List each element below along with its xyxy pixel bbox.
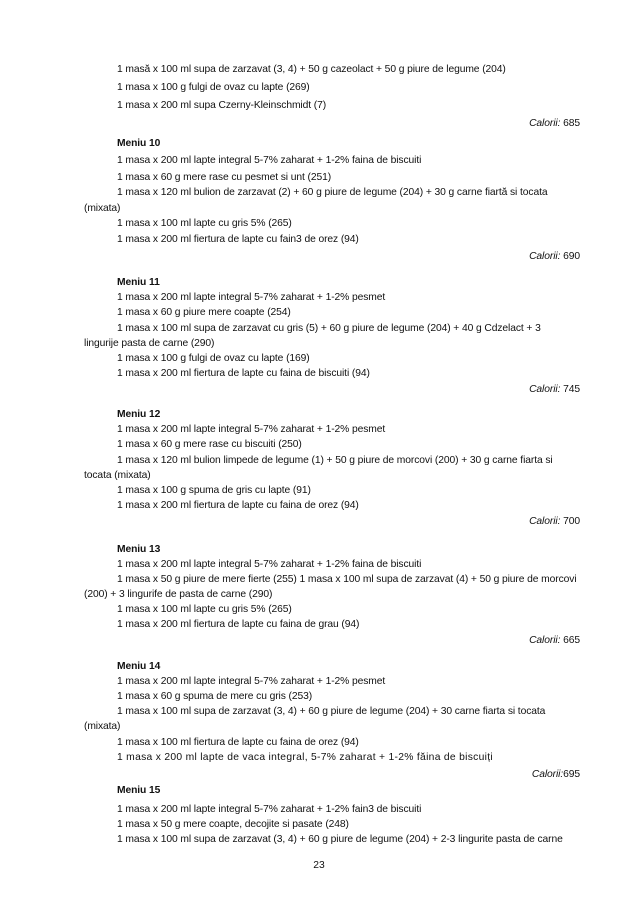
calories-value: 695 (563, 769, 580, 780)
page-number: 23 (313, 860, 325, 871)
menu-item: 1 masa x 200 ml fiertura de lapte cu faina de orez (94) (117, 500, 359, 511)
menu-item: 1 masa x 100 ml supa de zarzavat cu gris (5) + 60 g piure de legume (204) + 40 g Cdzelact + 3 (117, 323, 541, 334)
calories-value: 700 (563, 516, 580, 527)
menu-item: 1 masă x 100 ml supa de zarzavat (3, 4) + 50 g cazeolact + 50 g piure de legume (204) (117, 64, 506, 75)
calories-label: Calorii: (529, 118, 561, 129)
menu-item: 1 masa x 100 ml supa de zarzavat (3, 4) + 60 g piure de legume (204) + 30 carne fiarta si tocata (117, 706, 546, 717)
calories-label: Calorii: (529, 516, 561, 527)
calories-value: 665 (563, 635, 580, 646)
menu-item: 1 masa x 100 g fulgi de ovaz cu lapte (269) (117, 82, 310, 93)
menu-item: 1 masa x 100 ml fiertura de lapte cu faina de orez (94) (117, 737, 359, 748)
menu-item: 1 masa x 60 g piure mere coapte (254) (117, 307, 291, 318)
menu-title: Meniu 13 (117, 544, 161, 555)
menu-item: 1 masa x 60 g mere rase cu pesmet si unt (251) (117, 172, 332, 183)
menu-item: 1 masa x 100 g fulgi de ovaz cu lapte (169) (117, 353, 310, 364)
menu-item: 1 masa x 200 ml lapte integral 5-7% zaharat + 1-2% faina de biscuiti (117, 155, 422, 166)
calories-value: 685 (563, 118, 580, 129)
menu-title: Meniu 12 (117, 409, 161, 420)
calories-line (529, 117, 580, 130)
menu-item: 1 masa x 200 ml fiertura de lapte cu faina de biscuiti (94) (117, 368, 370, 379)
menu-item: 1 masa x 100 g spuma de gris cu lapte (91) (117, 485, 311, 496)
menu-item: 1 masa x 200 ml lapte integral 5-7% zaharat + 1-2% pesmet (117, 292, 386, 303)
menu-item: 1 masa x 100 ml lapte cu gris 5% (265) (117, 604, 292, 615)
menu-item: 1 masa x 50 g piure de mere fierte (255) 1 masa x 100 ml supa de zarzavat (4) + 50 g piure de morcovi (117, 574, 577, 585)
menu-item-continuation: lingurije pasta de carne (290) (84, 338, 215, 349)
calories-line (529, 383, 580, 396)
menu-item: 1 masa x 100 ml lapte cu gris 5% (265) (117, 218, 292, 229)
menu-item: 1 masa x 200 ml lapte integral 5-7% zaharat + 1-2% pesmet (117, 424, 386, 435)
calories-value: 690 (563, 251, 580, 262)
menu-item: 1 masa x 200 ml lapte integral 5-7% zaharat + 1-2% pesmet (117, 676, 386, 687)
calories-line (529, 515, 580, 528)
calories-line (529, 250, 580, 263)
menu-item-continuation: (mixata) (84, 203, 121, 214)
menu-title: Meniu 15 (117, 785, 161, 796)
calories-label: Calorii: (529, 251, 561, 262)
menu-item: 1 masa x 100 ml supa de zarzavat (3, 4) + 60 g piure de legume (204) + 2-3 lingurite pasta de carne (117, 834, 563, 845)
menu-item: 1 masa x 200 ml lapte integral 5-7% zaharat + 1-2% faina de biscuiti (117, 559, 422, 570)
menu-item: 1 masa x 200 ml lapte de vaca integral, 5-7% zaharat + 1-2% făina de biscuiți (117, 752, 493, 763)
menu-title: Meniu 11 (117, 277, 160, 288)
menu-item-continuation: (200) + 3 lingurife de pasta de carne (290) (84, 589, 273, 600)
menu-item: 1 masa x 200 ml lapte integral 5-7% zaharat + 1-2% fain3 de biscuiti (117, 804, 422, 815)
calories-label: Calorii: (529, 384, 561, 395)
menu-item: 1 masa x 200 ml fiertura de lapte cu fain3 de orez (94) (117, 234, 359, 245)
menu-title: Meniu 14 (117, 661, 161, 672)
calories-label: Calorii: (531, 769, 564, 780)
menu-title: Meniu 10 (117, 138, 161, 149)
menu-item: 1 masa x 60 g mere rase cu biscuiti (250) (117, 439, 302, 450)
calories-label: Calorii: (529, 635, 561, 646)
menu-item: 1 masa x 60 g spuma de mere cu gris (253) (117, 691, 313, 702)
menu-item: 1 masa x 200 ml fiertura de lapte cu faina de grau (94) (117, 619, 360, 630)
calories-line (529, 634, 580, 647)
menu-item: 1 masa x 50 g mere coapte, decojite si pasate (248) (117, 819, 349, 830)
calories-line (532, 768, 580, 781)
menu-item: 1 masa x 120 ml bulion limpede de legume (1) + 50 g piure de morcovi (200) + 30 g carne fiarta si (117, 455, 553, 466)
menu-item: 1 masa x 120 ml bulion de zarzavat (2) + 60 g piure de legume (204) + 30 g carne fiartă si tocata (117, 187, 548, 198)
calories-value: 745 (563, 384, 580, 395)
menu-item-continuation: (mixata) (84, 721, 121, 732)
menu-item: 1 masa x 200 ml supa Czerny-Kleinschmidt (7) (117, 100, 327, 111)
menu-item-continuation: tocata (mixata) (84, 470, 151, 481)
